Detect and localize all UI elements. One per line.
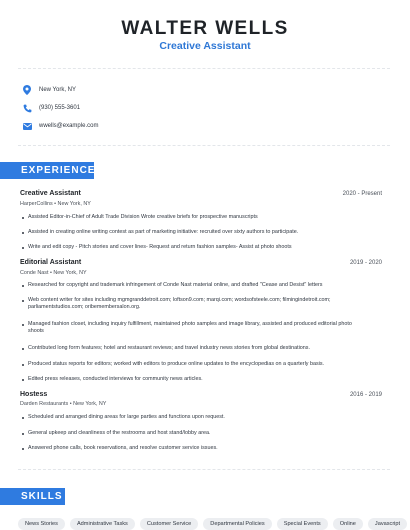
job-bullet: Produced status reports for editors; worked with editors to produce online updates to the encyclopedias on a quarterly basis.	[28, 361, 368, 368]
job-bullet: Web content writer for sites including mgmgranddetroit.com; loftson9.com; marqi.com; wordsofsteele.com; filmingindetroit.com; parliamentstudios.com; oribemembersalon.org.	[28, 297, 368, 312]
contact-location	[22, 84, 322, 96]
contact-phone	[22, 102, 322, 114]
candidate-name: WALTER WELLS	[121, 18, 289, 39]
job-title: Hostess	[20, 391, 48, 398]
skills-section-header: SKILLS	[0, 488, 65, 505]
job-location: New York, NY	[53, 270, 87, 276]
candidate-title: Creative Assistant	[159, 40, 251, 52]
job-company-line: HarperCollins • New York, NY	[20, 201, 91, 207]
job-company: Conde Nast	[20, 270, 49, 276]
experience-divider	[18, 469, 390, 470]
job-location: New York, NY	[57, 201, 91, 207]
location-pin-icon	[22, 85, 32, 95]
job-title: Creative Assistant	[20, 190, 81, 197]
job-company: Darden Restaurants	[20, 401, 69, 407]
job-bullet: Write and edit copy - Pitch stories and cover lines- Request and return fashion samples- Assist at photo shoots	[28, 244, 368, 251]
job-date: 2019 - 2020	[349, 260, 382, 266]
contact-email-text: wwells@example.com	[39, 123, 99, 129]
contact-location-text: New York, NY	[39, 87, 77, 93]
header-divider	[18, 68, 390, 69]
job-bullet: Edited press releases, conducted interviews for community news articles.	[28, 376, 368, 383]
contact-phone-text: (930) 555-3601	[39, 105, 81, 111]
job-bullet: Assisted Editor-in-Chief of Adult Trade Division Wrote creative briefs for prospective manuscripts	[28, 214, 368, 221]
skill-chip: Javascript	[368, 518, 407, 530]
job-company-line: Conde Nast • New York, NY	[20, 270, 87, 276]
job-title: Editorial Assistant	[20, 259, 82, 266]
skill-chip: News Stories	[18, 518, 65, 530]
skills-list	[18, 518, 401, 530]
job-bullet: Answered phone calls, book reservations, and resolve customer service issues.	[28, 445, 368, 452]
skill-chip: Administrative Tasks	[70, 518, 135, 530]
job-bullet: Assisted in creating online writing contest as part of marketing initiative: recruited over sixty authors to participate.	[28, 229, 368, 236]
job-date: 2020 - Present	[342, 191, 382, 197]
skill-chip: Online	[333, 518, 363, 530]
job-bullet: Managed fashion closet, including inquiry fulfillment, maintained photo samples and image library, assisted and produced editorial photo shoots	[28, 321, 368, 336]
experience-section-header: EXPERIENCE	[0, 162, 94, 179]
contact-divider	[18, 145, 390, 146]
skill-chip: Special Events	[277, 518, 328, 530]
phone-icon	[22, 103, 32, 113]
email-icon	[22, 121, 32, 131]
job-date: 2016 - 2019	[349, 392, 382, 398]
skill-chip: Customer Service	[140, 518, 198, 530]
job-company-line: Darden Restaurants • New York, NY	[20, 401, 107, 407]
job-bullet: Researched for copyright and trademark infringement of Conde Nast material online, and drafted "Cease and Desist" letters	[28, 282, 368, 289]
job-bullet: Scheduled and arranged dining areas for large parties and functions upon request.	[28, 414, 368, 421]
skill-chip: Departmental Policies	[203, 518, 271, 530]
job-location: New York, NY	[73, 401, 107, 407]
job-company: HarperCollins	[20, 201, 53, 207]
contact-email	[22, 120, 322, 132]
job-bullet: Contributed long form features; hotel and restaurant reviews; and travel industry news stories from global destinations.	[28, 345, 368, 352]
job-bullet: General upkeep and cleanliness of the restrooms and host stand/lobby area.	[28, 430, 368, 437]
